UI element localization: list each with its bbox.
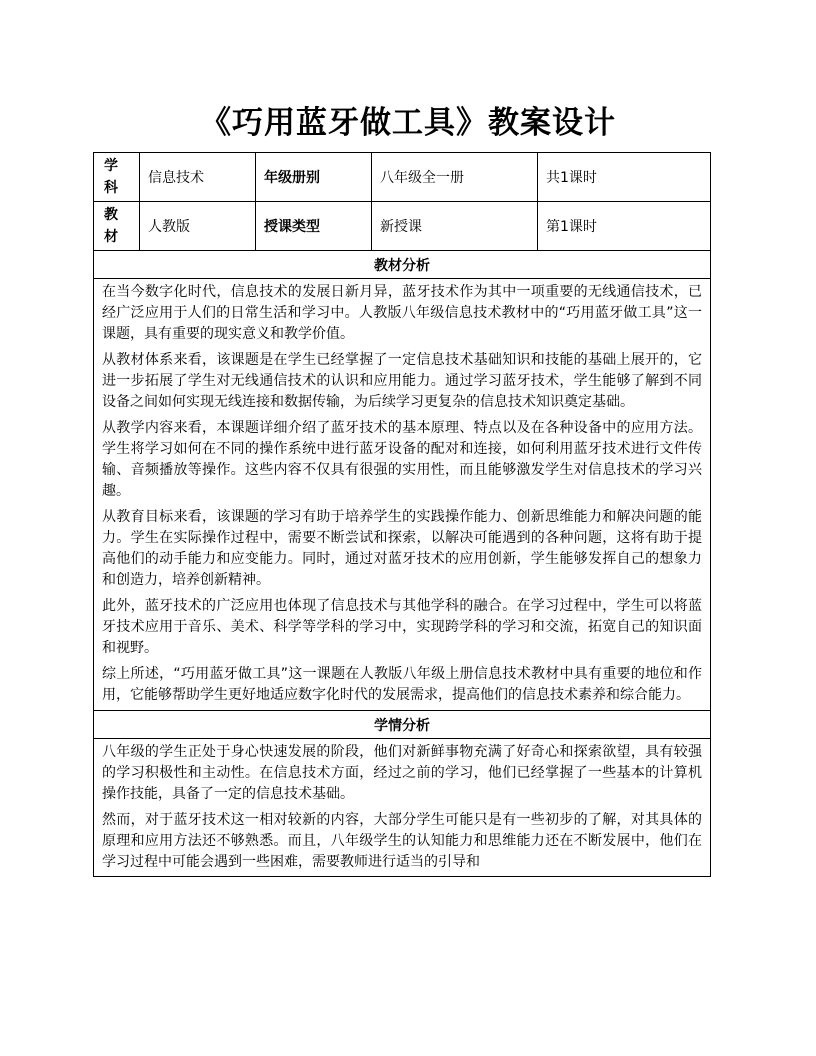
section-heading-textbook-analysis: 教材分析 [94, 251, 711, 279]
info-row-subject [94, 153, 711, 202]
section-body-row [94, 279, 711, 711]
lesson-type-label: 授课类型 [256, 202, 372, 251]
grade-volume-value: 八年级全一册 [372, 153, 538, 202]
page-title: 《巧用蓝牙做工具》教案设计 [200, 105, 616, 141]
paragraph: 八年级的学生正处于身心快速发展的阶段，他们对新鲜事物充满了好奇心和探索欲望，具有较强的学习积极性和主动性。在信息技术方面，经过之前的学习，他们已经掌握了一些基本的计算机操作技能，具备了一定的信息技术基础。 [102, 744, 702, 802]
info-row-textbook [94, 202, 711, 251]
paragraph: 从教材体系来看，该课题是在学生已经掌握了一定信息技术基础知识和技能的基础上展开的，它进一步拓展了学生对无线通信技术的认识和应用能力。通过学习蓝牙技术，学生能够了解到不同设备之间如何实现无线连接和数据传输，为后续学习更复杂的信息技术知识奠定基础。 [102, 352, 702, 410]
section-heading-row [94, 711, 711, 739]
section-heading-student-analysis: 学情分析 [94, 711, 711, 739]
textbook-analysis-body [94, 279, 711, 711]
section-heading-row [94, 251, 711, 279]
student-analysis-body [94, 739, 711, 877]
subject-value: 信息技术 [140, 153, 256, 202]
paragraph: 从教学内容来看，本课题详细介绍了蓝牙技术的基本原理、特点以及在各种设备中的应用方法。学生将学习如何在不同的操作系统中进行蓝牙设备的配对和连接，如何利用蓝牙技术进行文件传输、音频播放等操作。这些内容不仅具有很强的实用性，而且能够激发学生对信息技术的学习兴趣。 [102, 420, 702, 499]
textbook-label: 教 材 [94, 202, 140, 251]
grade-volume-label: 年级册别 [256, 153, 372, 202]
current-period-value: 第1课时 [538, 202, 711, 251]
subject-label: 学 科 [94, 153, 140, 202]
paragraph: 在当今数字化时代，信息技术的发展日新月异，蓝牙技术作为其中一项重要的无线通信技术，已经广泛应用于人们的日常生活和学习中。人教版八年级信息技术教材中的“巧用蓝牙做工具”这一课题，具有重要的现实意义和教学价值。 [102, 284, 702, 342]
textbook-value: 人教版 [140, 202, 256, 251]
paragraph: 此外，蓝牙技术的广泛应用也体现了信息技术与其他学科的融合。在学习过程中，学生可以将蓝牙技术应用于音乐、美术、科学等学科的学习中，实现跨学科的学习和交流，拓宽自己的知识面和视野。 [102, 598, 702, 656]
lesson-plan-table [93, 152, 711, 877]
paragraph: 综上所述，“巧用蓝牙做工具”这一课题在人教版八年级上册信息技术教材中具有重要的地位和作用，它能够帮助学生更好地适应数字化时代的发展需求，提高他们的信息技术素养和综合能力。 [102, 666, 702, 703]
section-body-row [94, 739, 711, 877]
paragraph: 然而，对于蓝牙技术这一相对较新的内容，大部分学生可能只是有一些初步的了解，对其具体的原理和应用方法还不够熟悉。而且，八年级学生的认知能力和思维能力还在不断发展中，他们在学习过程中可能会遇到一些困难，需要教师进行适当的引导和 [102, 812, 702, 870]
paragraph: 从教育目标来看，该课题的学习有助于培养学生的实践操作能力、创新思维能力和解决问题的能力。学生在实际操作过程中，需要不断尝试和探索，以解决可能遇到的各种问题，这将有助于提高他们的动手能力和应变能力。同时，通过对蓝牙技术的应用创新，学生能够发挥自己的想象力和创造力，培养创新精神。 [102, 509, 702, 588]
total-periods-value: 共1课时 [538, 153, 711, 202]
lesson-type-value: 新授课 [372, 202, 538, 251]
